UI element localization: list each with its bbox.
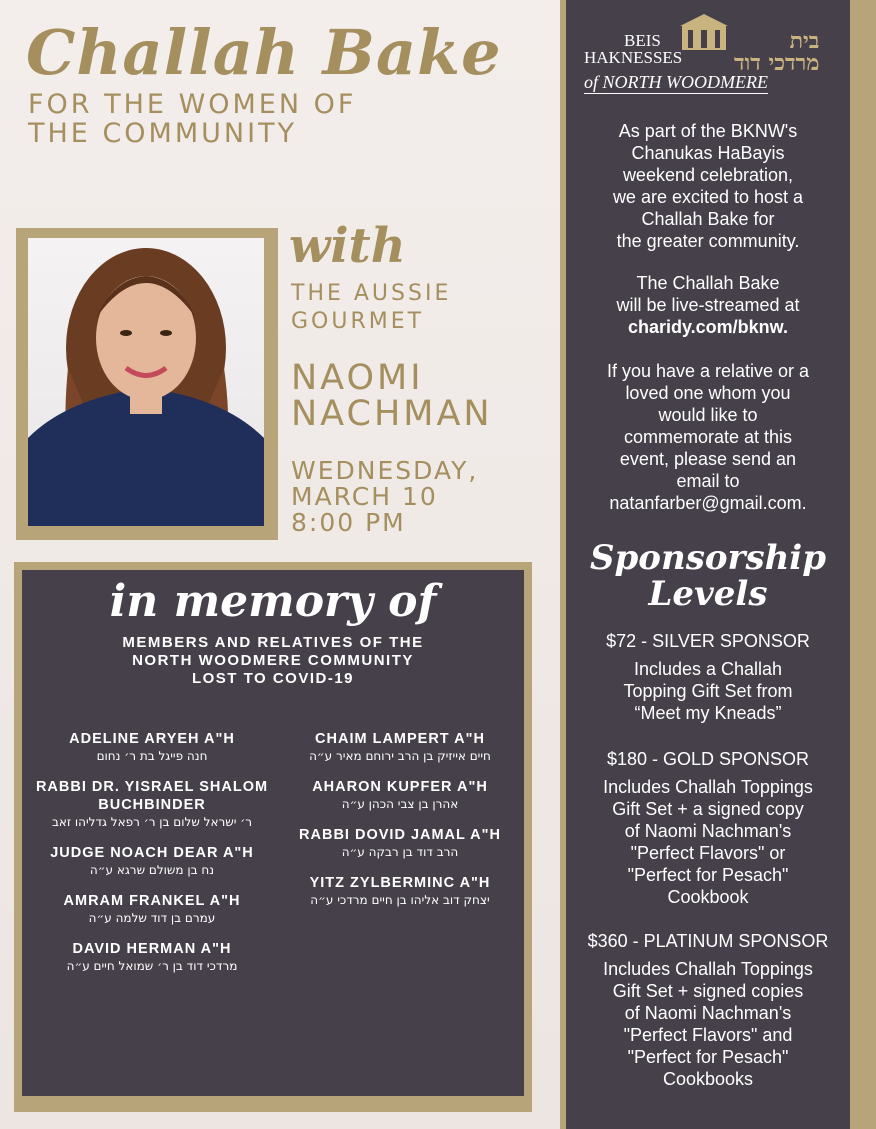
level-line: Cookbook <box>667 887 749 907</box>
entry-name: YITZ ZYLBERMINC A"H <box>309 875 491 891</box>
entry-name: RABBI DOVID JAMAL A"H <box>299 827 501 843</box>
level-heading: $180 - GOLD SPONSOR <box>606 749 810 769</box>
logo-en-line-1: BEIS <box>624 31 661 50</box>
level-line: of Naomi Nachman's <box>624 821 792 841</box>
memorial-sub-1: MEMBERS AND RELATIVES OF THE <box>122 634 424 651</box>
memorial-entry <box>280 778 520 812</box>
synagogue-logo <box>584 12 834 94</box>
logo-heb-line-2: מרדכי דוד <box>734 50 820 76</box>
memorial-subtitle <box>22 634 524 688</box>
memorial-entry <box>280 730 520 764</box>
presenter-photo <box>28 238 264 526</box>
level-heading: $72 - SILVER SPONSOR <box>606 631 810 651</box>
event-title: Challah Bake <box>26 16 502 89</box>
level-line: "Perfect Flavors" and <box>623 1025 793 1045</box>
sponsorship-title-1: Sponsorship <box>589 538 826 578</box>
entry-name: RABBI DR. YISRAEL SHALOM BUCHBINDER <box>35 779 269 813</box>
sidebar-border-right <box>850 0 876 1129</box>
memorial-entry <box>32 730 272 764</box>
date-time: 8:00 PM <box>291 508 406 537</box>
level-line: “Meet my Kneads” <box>634 703 782 723</box>
memorial-column-right <box>280 730 520 922</box>
entry-hebrew: חיים אייזיק בן הרב ירוחם מאיר ע״ה <box>309 749 491 763</box>
intro-text <box>566 120 850 252</box>
level-line: Gift Set + a signed copy <box>612 799 804 819</box>
entry-hebrew: הרב דוד בן רבקה ע״ה <box>341 845 459 859</box>
sponsor-level-silver <box>566 630 850 724</box>
sidebar <box>566 0 850 1129</box>
sponsor-level-platinum <box>566 930 850 1090</box>
logo-en-line-2: HAKNESSES <box>584 48 683 67</box>
entry-hebrew: מרדכי דוד בן ר׳ שמואל חיים ע״ה <box>66 959 238 973</box>
relative-line: commemorate at this <box>623 427 793 447</box>
memorial-column-left <box>32 730 272 988</box>
entry-hebrew: אהרן בן צבי הכהן ע״ה <box>341 797 459 811</box>
entry-name: AHARON KUPFER A"H <box>312 779 488 795</box>
level-line: Topping Gift Set from <box>623 681 793 701</box>
level-heading: $360 - PLATINUM SPONSOR <box>587 931 829 951</box>
entry-name: JUDGE NOACH DEAR A"H <box>50 845 254 861</box>
presenter-brand <box>291 280 451 336</box>
relative-text <box>566 360 850 514</box>
sponsor-level-gold <box>566 748 850 908</box>
entry-name: AMRAM FRANKEL A"H <box>63 893 241 909</box>
date-date: MARCH 10 <box>291 482 438 511</box>
level-line: of Naomi Nachman's <box>624 1003 792 1023</box>
contact-email[interactable]: natanfarber@gmail.com. <box>609 493 807 513</box>
memorial-box <box>22 570 524 1096</box>
relative-line: loved one whom you <box>625 383 791 403</box>
level-line: Includes Challah Toppings <box>603 777 813 797</box>
sponsorship-title <box>566 540 850 612</box>
logo-hebrew <box>734 30 819 74</box>
level-line: Cookbooks <box>662 1069 754 1089</box>
stream-text <box>566 272 850 338</box>
intro-line: weekend celebration, <box>622 165 794 185</box>
stream-link[interactable]: charidy.com/bknw. <box>627 317 789 337</box>
memorial-entry <box>32 940 272 974</box>
entry-name: DAVID HERMAN A"H <box>72 941 232 957</box>
sponsorship-title-2: Levels <box>648 574 768 614</box>
relative-line: would like to <box>658 405 758 425</box>
memorial-title: in memory of <box>109 576 437 627</box>
name-line-1: NAOMI <box>291 358 424 398</box>
brand-line-1: THE AUSSIE <box>291 281 452 306</box>
relative-line: If you have a relative or a <box>606 361 810 381</box>
date-day: WEDNESDAY, <box>291 456 479 485</box>
entry-hebrew: יצחק דוב אליהו בן חיים מרדכי ע״ה <box>310 893 490 907</box>
subtitle-line-2: THE COMMUNITY <box>28 118 298 149</box>
entry-name: ADELINE ARYEH A"H <box>69 731 235 747</box>
memorial-entry <box>32 844 272 878</box>
brand-line-2: GOURMET <box>291 309 425 334</box>
memorial-entry <box>32 778 272 830</box>
level-line: "Perfect for Pesach" <box>627 865 789 885</box>
presenter-name <box>291 360 493 432</box>
intro-line: we are excited to host a <box>612 187 804 207</box>
entry-hebrew: חנה פייגל בת ר׳ נחום <box>96 749 208 763</box>
logo-heb-line-1: בית <box>789 28 820 54</box>
intro-line: As part of the BKNW's <box>618 121 798 141</box>
stream-line-1: The Challah Bake <box>636 273 780 293</box>
intro-line: the greater community. <box>616 231 800 251</box>
level-line: Includes Challah Toppings <box>603 959 813 979</box>
entry-name: CHAIM LAMPERT A"H <box>315 731 485 747</box>
memorial-entry <box>280 874 520 908</box>
logo-english <box>584 32 682 66</box>
building-icon <box>676 12 732 52</box>
event-subtitle <box>28 90 356 148</box>
event-datetime <box>291 458 478 536</box>
level-line: "Perfect for Pesach" <box>627 1047 789 1067</box>
entry-hebrew: נח בן משולם שרגא ע״ה <box>89 863 215 877</box>
intro-line: Chanukas HaBayis <box>631 143 785 163</box>
entry-hebrew: ר׳ ישראל שלום בן ר׳ רפאל גדליהו זאב <box>51 815 253 829</box>
relative-line: email to <box>676 471 740 491</box>
memorial-entry <box>280 826 520 860</box>
relative-line: event, please send an <box>619 449 797 469</box>
level-line: Includes a Challah <box>633 659 783 679</box>
stream-line-2: will be live-streamed at <box>616 295 800 315</box>
level-line: Gift Set + signed copies <box>612 981 804 1001</box>
memorial-sub-2: NORTH WOODMERE COMMUNITY <box>132 652 414 669</box>
name-line-2: NACHMAN <box>291 394 493 434</box>
memorial-entry <box>32 892 272 926</box>
subtitle-line-1: FOR THE WOMEN OF <box>28 89 357 120</box>
intro-line: Challah Bake for <box>641 209 775 229</box>
level-line: "Perfect Flavors" or <box>630 843 786 863</box>
logo-north-woodmere: of NORTH WOODMERE <box>584 72 768 92</box>
with-label: with <box>289 218 406 274</box>
memorial-sub-3: LOST TO COVID-19 <box>191 670 355 687</box>
entry-hebrew: עמרם בן דוד שלמה ע״ה <box>88 911 216 925</box>
presenter-illustration <box>28 238 264 526</box>
